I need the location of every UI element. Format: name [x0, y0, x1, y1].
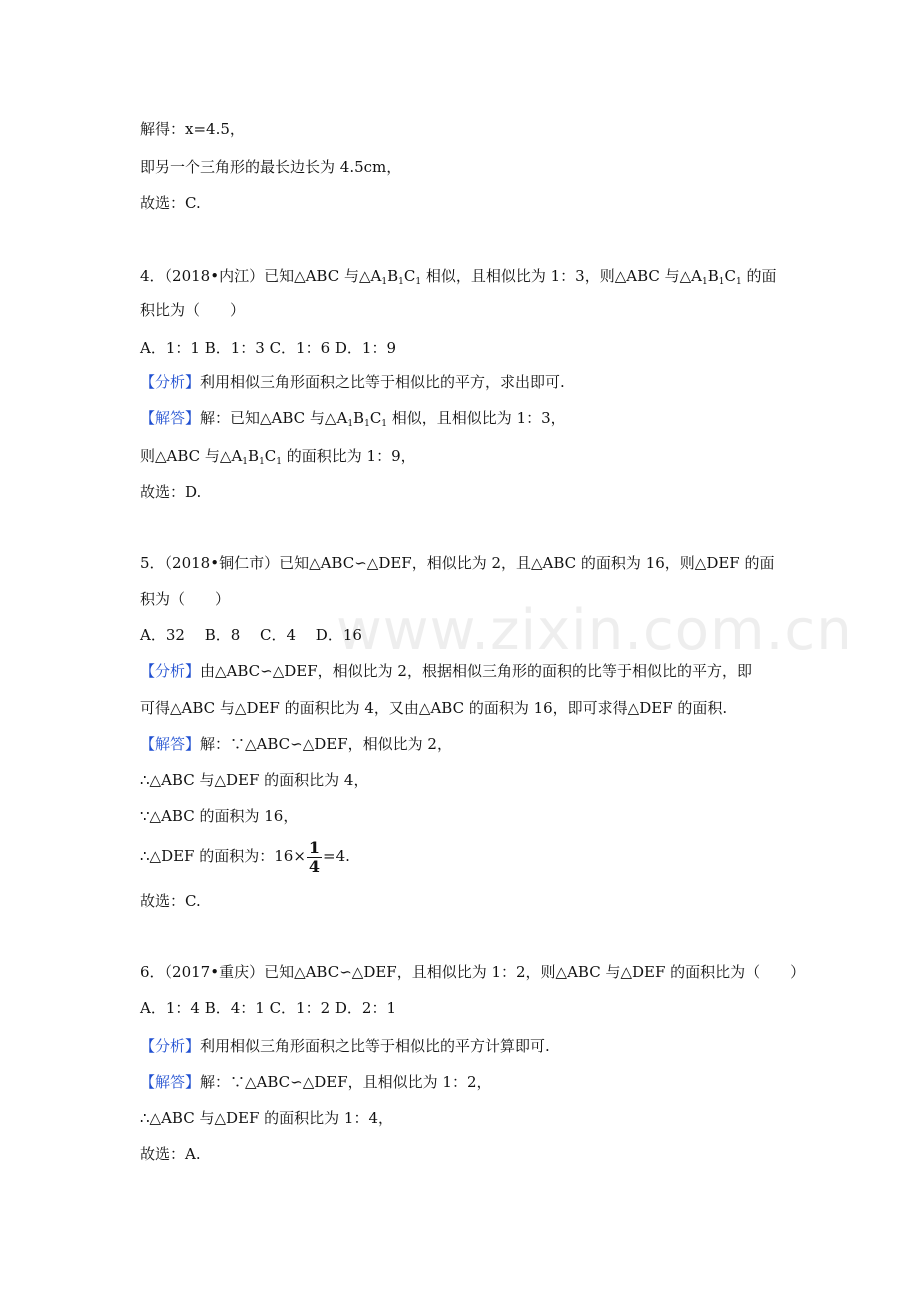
question-6-analysis: 【分析】利用相似三角形面积之比等于相似比的平方计算即可. [140, 1037, 550, 1055]
question-5-stem: 5．（2018•铜仁市）已知△ABC∽△DEF，相似比为 2，且△ABC 的面积为 16，则△DEF 的面 [140, 554, 775, 572]
question-6-stem: 6．（2017•重庆）已知△ABC∽△DEF，且相似比为 1：2，则△ABC 与△DEF 的面积比为（ ） [140, 963, 806, 981]
analysis-tag: 【分析】 [140, 662, 201, 680]
question-4-answer: 【解答】解：已知△ABC 与$\triangle A_1B_1C_1$ 相似，且相似比为 1：3， [140, 409, 566, 429]
question-5-stem-cont: 积为（ ） [140, 590, 231, 608]
question-6-answer: 【解答】解：∵△ABC∽△DEF，且相似比为 1：2， [140, 1073, 492, 1091]
solution-line: 解得：x=4.5， [140, 120, 245, 138]
question-5-analysis-cont: 可得△ABC 与△DEF 的面积比为 4，又由△ABC 的面积为 16，即可求得△DEF 的面积. [140, 699, 728, 717]
question-4-stem: 4．（2018•内江）已知△ABC 与$\triangle A_1B_1C_1$ 相似，且相似比为 1：3，则△ABC 与$\triangle A_1B_1C_1$ 的面 [140, 267, 777, 287]
question-4-answer-line: 则△ABC 与$\triangle A_1B_1C_1$ 的面积比为 1：9， [140, 447, 416, 467]
question-5-choice: 故选：C. [140, 892, 201, 910]
question-4-options: A．1：1 B．1：3 C．1：6 D．1：9 [140, 339, 397, 357]
solution-line: 故选：C. [140, 194, 201, 212]
question-6-answer-line: ∴△ABC 与△DEF 的面积比为 1：4， [140, 1109, 394, 1127]
question-5-answer-line: ∴△DEF 的面积为：16× $\frac{1}{4}$ =4. [140, 837, 350, 876]
analysis-tag: 【分析】 [140, 1037, 201, 1055]
answer-tag: 【解答】 [140, 735, 201, 753]
question-5-analysis: 【分析】由△ABC∽△DEF，相似比为 2，根据相似三角形的面积的比等于相似比的平方，即 [140, 662, 752, 680]
watermark: www.zixin.com.cn [336, 598, 853, 663]
question-6-options: A．1：4 B．4：1 C．1：2 D．2：1 [140, 999, 397, 1017]
question-4-analysis: 【分析】利用相似三角形面积之比等于相似比的平方，求出即可. [140, 373, 565, 391]
fraction: $\frac{1}{4}$ [308, 837, 321, 876]
question-5-answer-line: ∵△ABC 的面积为 16， [140, 807, 299, 825]
answer-tag: 【解答】 [140, 1073, 201, 1091]
analysis-tag: 【分析】 [140, 373, 201, 391]
answer-tag: 【解答】 [140, 409, 201, 427]
question-5-answer-line: ∴△ABC 与△DEF 的面积比为 4， [140, 771, 369, 789]
question-6-choice: 故选：A. [140, 1145, 201, 1163]
question-5-options: A．32 B．8 C．4 D．16 [140, 626, 362, 644]
question-4-stem-cont: 积比为（ ） [140, 301, 246, 319]
solution-line: 即另一个三角形的最长边长为 4.5cm， [140, 158, 402, 176]
question-4-choice: 故选：D. [140, 483, 202, 501]
question-5-answer: 【解答】解：∵△ABC∽△DEF，相似比为 2， [140, 735, 452, 753]
